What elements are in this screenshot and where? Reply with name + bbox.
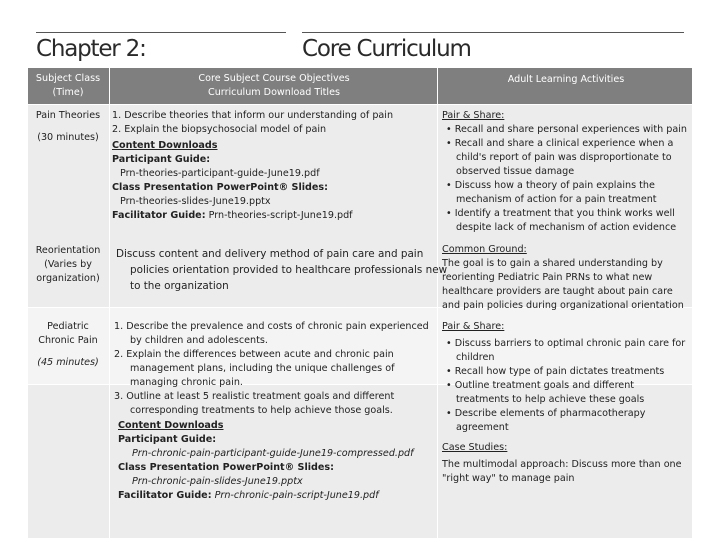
row1-subject	[28, 109, 108, 145]
row2-activity-text: The goal is to gain a shared understanding by reorienting Pediatric Pain PRNs to what new healthcare providers are taught about pain care and pain policies during organizational orientation	[442, 258, 684, 311]
row3-case-text: The multimodal approach: Discuss more than one "right way" to manage pain	[442, 459, 682, 484]
title-rule-left	[36, 32, 286, 33]
list-item: • Recall and share a clinical experience when a child's report of pain was disproportionate to observed tissue damage	[446, 138, 674, 177]
header-subject: Subject Class (Time)	[35, 73, 101, 98]
section-title: Core Curriculum	[302, 36, 471, 62]
row1-activity-title: Pair & Share:	[442, 110, 505, 121]
row3-slides-file[interactable]: Prn-chronic-pain-slides-June19.pptx	[132, 476, 303, 487]
row3-activity-title: Pair & Share:	[442, 321, 505, 332]
row3-fg-file[interactable]: Prn-chronic-pain-script-June19.pdf	[214, 490, 379, 501]
row3-activities	[442, 320, 690, 486]
row3-objective-2: 2. Explain the differences between acute and chronic pain management plans, including the unique challenges of managing chronic pain.	[114, 349, 395, 388]
row1-fg-file[interactable]: Prn-theories-script-June19.pdf	[208, 210, 353, 221]
chapter-title: Chapter 2:	[36, 36, 146, 62]
row3-pg-file[interactable]: Prn-chronic-pain-participant-guide-June19-compressed.pdf	[132, 448, 414, 459]
list-item: • Outline treatment goals and different treatments to help achieve these goals	[446, 380, 645, 405]
header-activities: Adult Learning Activities	[507, 74, 625, 85]
curriculum-table	[28, 68, 692, 538]
list-item: • Recall and share personal experiences with pain	[446, 124, 687, 135]
row1-pg-label: Participant Guide:	[112, 154, 211, 165]
row3-subject-name: Pediatric Chronic Pain	[38, 321, 98, 346]
list-item: • Discuss how a theory of pain explains the mechanism of action for a pain treatment	[446, 180, 657, 205]
row1-fg-label: Facilitator Guide:	[112, 210, 206, 221]
row3-case-title: Case Studies:	[442, 442, 508, 453]
row2-subject	[28, 244, 108, 286]
row1-subject-name: Pain Theories	[35, 110, 101, 121]
list-item: • Describe elements of pharmacotherapy agreement	[446, 408, 646, 433]
row2-objective: Discuss content and delivery method of pain care and pain policies orientation provided to healthcare professionals new to the organization	[116, 248, 448, 292]
row3-time: (45 minutes)	[37, 357, 99, 368]
col-divider-1	[109, 68, 110, 538]
header-objectives: Core Subject Course Objectives Curriculum Download Titles	[198, 73, 350, 98]
row2-time: (Varies by organization)	[36, 259, 100, 284]
col-divider-2	[437, 68, 438, 538]
row3-objective-3: 3. Outline at least 5 realistic treatment goals and different corresponding treatments to help achieve those goals.	[114, 391, 395, 416]
row2-subject-name: Reorientation	[35, 245, 101, 256]
row2-activity-title: Common Ground:	[442, 244, 527, 255]
row3-objectives	[112, 320, 436, 503]
row2-activities	[442, 243, 690, 313]
row1-pg-file[interactable]: Prn-theories-participant-guide-June19.pdf	[120, 168, 320, 179]
row1-time: (30 minutes)	[37, 132, 99, 143]
row3-downloads-label: Content Downloads	[118, 420, 224, 431]
row1-objectives	[112, 109, 436, 223]
row3-objective-1: 1. Describe the prevalence and costs of chronic pain experienced by children and adolescents.	[114, 321, 429, 346]
list-item: • Discuss barriers to optimal chronic pain care for children	[446, 338, 686, 363]
row3-pg-label: Participant Guide:	[118, 434, 217, 445]
row3-fg-label: Facilitator Guide:	[118, 490, 212, 501]
row1-downloads-label: Content Downloads	[112, 140, 218, 151]
row3-slides-label: Class Presentation PowerPoint® Slides:	[118, 462, 334, 473]
list-item: • Identify a treatment that you think works well despite lack of mechanism of action evidence	[446, 208, 677, 233]
row3-subject	[28, 320, 108, 370]
row1-slides-label: Class Presentation PowerPoint® Slides:	[112, 182, 328, 193]
row1-slides-file[interactable]: Prn-theories-slides-June19.pptx	[120, 196, 271, 207]
row1-objective-2: 2. Explain the biopsychosocial model of pain	[112, 124, 327, 135]
title-rule-right	[302, 32, 684, 33]
row1-activities	[442, 109, 690, 235]
row1-objective-1: 1. Describe theories that inform our understanding of pain	[112, 110, 394, 121]
list-item: • Recall how type of pain dictates treatments	[446, 366, 665, 377]
